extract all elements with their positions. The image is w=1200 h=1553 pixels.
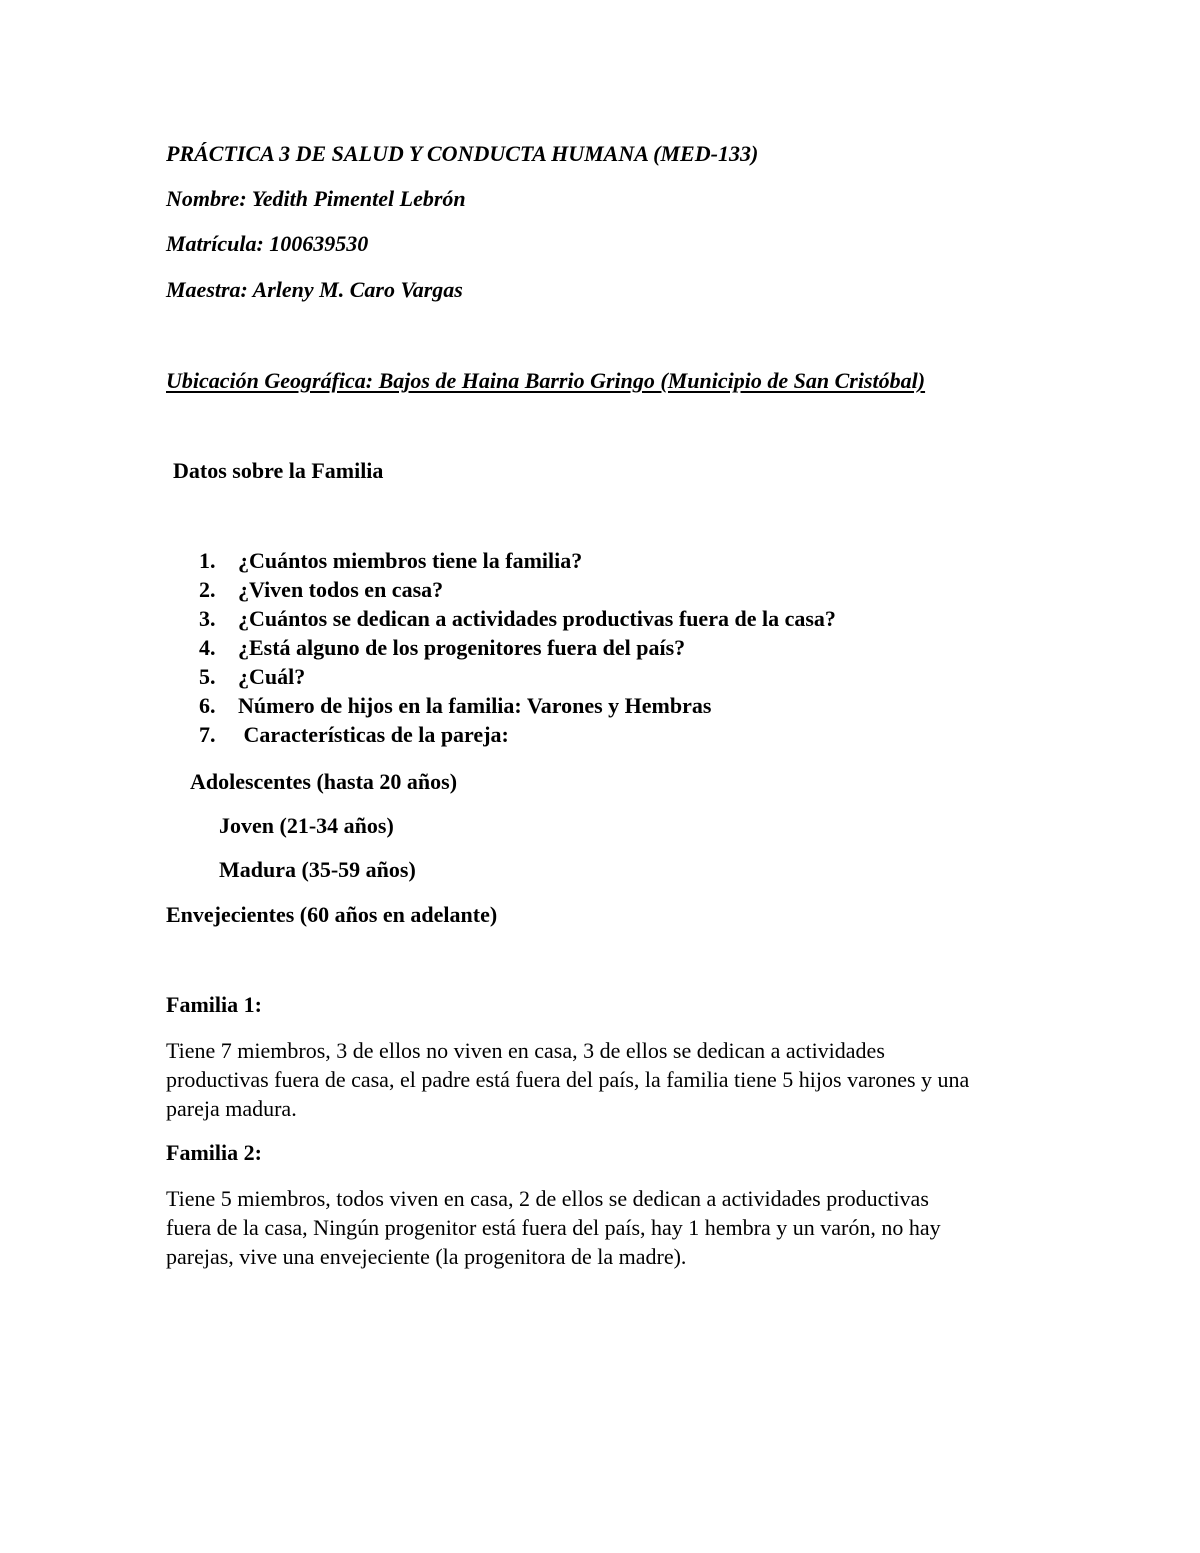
question-item [199, 721, 509, 749]
question-number: 4. [199, 635, 216, 660]
document-title: PRÁCTICA 3 DE SALUD Y CONDUCTA HUMANA (MED-133) [166, 141, 759, 166]
student-id: Matrícula: 100639530 [166, 231, 369, 256]
family-2-description [166, 1184, 1046, 1271]
question-item [199, 634, 685, 662]
question-number: 6. [199, 693, 216, 718]
question-text: ¿Cuántos se dedican a actividades productivas fuera de la casa? [238, 606, 836, 631]
question-item [199, 605, 836, 633]
question-item [199, 663, 305, 691]
family-data-heading: Datos sobre la Familia [173, 458, 384, 483]
question-text: ¿Cuántos miembros tiene la familia? [238, 548, 583, 573]
question-text: Características de la pareja: [238, 722, 509, 747]
student-name: Nombre: Yedith Pimentel Lebrón [166, 186, 466, 211]
family-1-line: pareja madura. [166, 1096, 297, 1121]
family-2-line: fuera de la casa, Ningún progenitor está fuera del país, hay 1 hembra y un varón, no hay [166, 1215, 941, 1240]
question-text: ¿Cuál? [238, 664, 306, 689]
question-number: 7. [199, 722, 216, 747]
family-1-line: Tiene 7 miembros, 3 de ellos no viven en casa, 3 de ellos se dedican a actividades [166, 1038, 885, 1063]
question-item [199, 547, 582, 575]
question-number: 1. [199, 548, 216, 573]
question-number: 5. [199, 664, 216, 689]
category-envejecientes: Envejecientes (60 años en adelante) [166, 902, 498, 927]
question-text: ¿Viven todos en casa? [238, 577, 444, 602]
family-2-line: parejas, vive una envejeciente (la progenitora de la madre). [166, 1244, 687, 1269]
category-adolescentes: Adolescentes (hasta 20 años) [190, 769, 458, 794]
family-2-line: Tiene 5 miembros, todos viven en casa, 2 de ellos se dedican a actividades productivas [166, 1186, 929, 1211]
question-text: ¿Está alguno de los progenitores fuera del país? [238, 635, 686, 660]
question-number: 2. [199, 577, 216, 602]
family-2-heading: Familia 2: [166, 1140, 262, 1165]
question-text: Número de hijos en la familia: Varones y Hembras [238, 693, 712, 718]
category-madura: Madura (35-59 años) [219, 857, 416, 882]
question-item [199, 576, 443, 604]
question-number: 3. [199, 606, 216, 631]
teacher-name: Maestra: Arleny M. Caro Vargas [166, 277, 463, 302]
family-1-heading: Familia 1: [166, 992, 262, 1017]
category-joven: Joven (21-34 años) [219, 813, 394, 838]
family-1-description [166, 1036, 1046, 1123]
family-1-line: productivas fuera de casa, el padre está fuera del país, la familia tiene 5 hijos varones y una [166, 1067, 970, 1092]
geographic-location: Ubicación Geográfica: Bajos de Haina Barrio Gringo (Municipio de San Cristóbal) [166, 368, 926, 393]
question-item [199, 692, 711, 720]
